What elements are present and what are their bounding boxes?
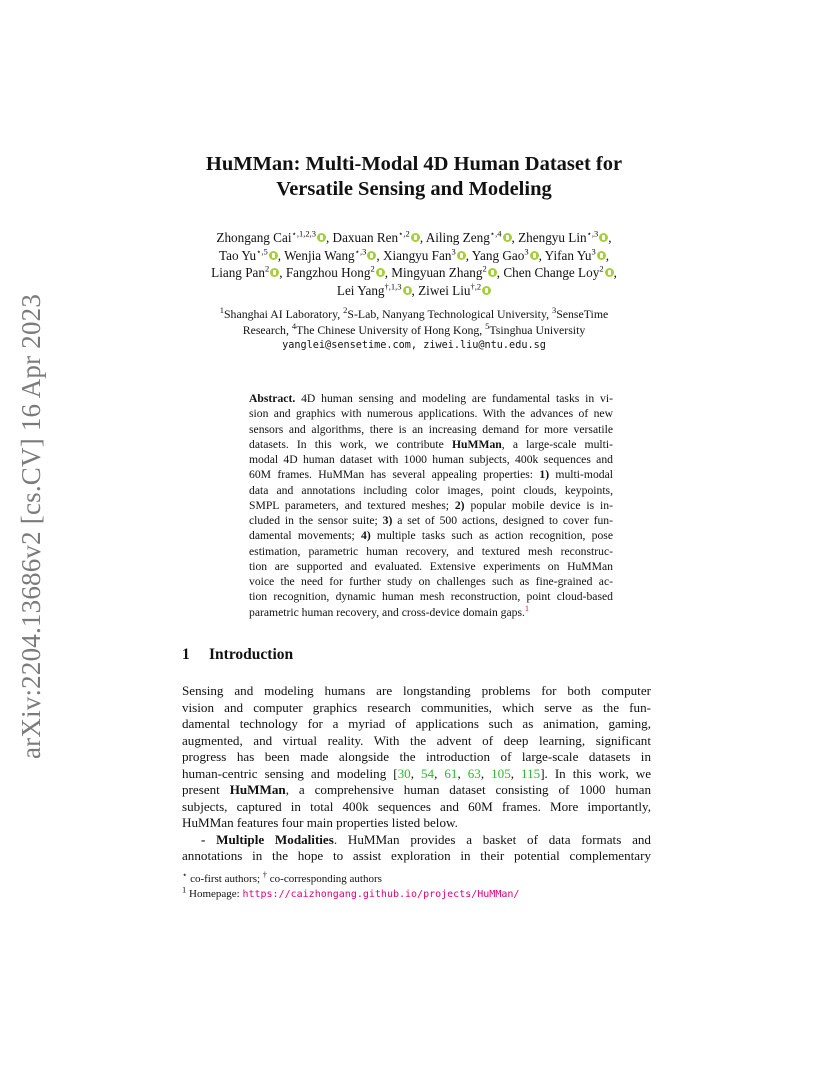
orcid-icon[interactable] <box>270 268 279 277</box>
orcid-icon[interactable] <box>599 233 608 242</box>
body-line: damental technology for a myriad of applications such as animation, gaming, <box>182 716 651 731</box>
body-line: subjects, captured in total 400k sequences and 60M frames. More importantly, <box>182 798 651 814</box>
abstract-line: tion are supported and evaluated. Extensive experiments on HuMMan <box>249 559 613 573</box>
author-list <box>160 229 668 299</box>
abstract-line: sion and graphics with numerous applications. With the advances of new <box>249 407 613 421</box>
introduction-paragraph <box>182 683 651 865</box>
footnote-homepage: $^1$ Homepage: https://caizhongang.github.io/projects/HuMMan/ <box>182 884 520 900</box>
orcid-icon[interactable] <box>269 251 278 260</box>
author: Tao $Yu^{⋆,5}$ , <box>219 246 285 263</box>
author: Yang Gao$^3$ , <box>471 246 545 263</box>
author: Fangzhou Hong$^2$ , <box>285 263 392 280</box>
author: Zhongang Cai$^{⋆,1,2,3}$ , <box>216 228 333 245</box>
homepage-link[interactable]: https://caizhongang.github.io/projects/HuMMan/ <box>242 889 520 900</box>
abstract-line: data and annotations including color images, point clouds, keypoints, <box>249 483 613 497</box>
orcid-icon[interactable] <box>597 251 606 260</box>
orcid-icon[interactable] <box>317 233 326 242</box>
abstract-line: parametric human recovery, and cross-device domain gaps.$^1$ <box>249 602 530 619</box>
abstract-line: 60M frames. HuMMan has several appealing properties: 1) multi-modal <box>249 468 613 482</box>
abstract-label: Abstract. <box>249 392 296 405</box>
author: Mingyuan Zhang$^2$ , <box>391 263 504 280</box>
section-heading <box>182 646 293 664</box>
title-line-1: HuMMan: Multi-Modal 4D Human Dataset for <box>205 153 623 175</box>
citation-link[interactable]: 54 <box>420 765 435 781</box>
citation-link[interactable]: 61 <box>444 765 458 781</box>
affiliations <box>150 307 678 354</box>
section-number: 1 <box>182 646 190 663</box>
orcid-icon[interactable] <box>530 251 539 260</box>
affiliation-line-1: $^1$Shanghai AI Laboratory, $^2$S-Lab, Nanyang Technological University, $^3$SenseTime <box>219 305 609 321</box>
footnote-marker[interactable]: 1 <box>524 602 530 613</box>
author-line-3 <box>160 264 668 282</box>
author: Wenjia Wang$^{⋆,3}$ , <box>284 246 383 263</box>
author: Yifan Yu$^3$ , <box>544 246 609 263</box>
author: Chen Change Loy$^2$ , <box>503 263 617 280</box>
author-line-4 <box>160 282 668 300</box>
orcid-icon[interactable] <box>457 251 466 260</box>
citation-link[interactable]: 30 <box>397 765 411 781</box>
abstract-line: sensors and algorithms, there is an increasing demand for more versatile <box>249 422 613 436</box>
orcid-icon[interactable] <box>482 286 491 295</box>
abstract-line: cluded in the sensor suite; 3) a set of 500 actions, designed to cover fun- <box>249 514 613 527</box>
abstract-line: tion recognition, dynamic human mesh reconstruction, point cloud-based <box>249 590 613 604</box>
orcid-icon[interactable] <box>367 251 376 260</box>
citation-link[interactable]: 105 <box>491 765 511 781</box>
abstract-line: voice the need for further study on challenges such as fine-grained ac- <box>249 575 613 588</box>
body-line: progress has been made alongside the introduction of large-scale datasets in <box>182 749 651 764</box>
footnotes <box>182 869 520 902</box>
author: Lei Yang$^{\dagger,1,3}$ , <box>336 281 419 298</box>
author-line-2 <box>160 247 668 265</box>
author-line-1 <box>160 229 668 247</box>
title-line-2: Versatile Sensing and Modeling <box>276 177 552 200</box>
body-line: HuMMan features four main properties listed below. <box>182 815 458 830</box>
abstract <box>249 391 613 620</box>
footnote-authors: ⋆ co-first authors; † co-corresponding authors <box>182 869 382 885</box>
citation-link[interactable]: 115 <box>521 765 541 781</box>
arxiv-identifier-stamp: arXiv:2204.13686v2 [cs.CV] 16 Apr 2023 <box>16 293 46 759</box>
orcid-icon[interactable] <box>488 268 497 277</box>
body-line: annotations in the hope to assist exploration in their potential complementary <box>182 848 651 863</box>
citation-link[interactable]: 63 <box>467 765 481 781</box>
author: Ziwei Liu$^{\dagger,2}$ <box>418 283 491 298</box>
section-title: Introduction <box>209 646 294 663</box>
author-emails[interactable]: yanglei@sensetime.com, ziwei.liu@ntu.edu.sg <box>282 340 546 351</box>
abstract-line: estimation, parametric human recovery, and textured mesh reconstruc- <box>249 544 613 558</box>
body-line-citations: human-centric sensing and modeling [30, 54, 61, 63, 105, 115]. In this work, we <box>182 765 652 781</box>
orcid-icon[interactable] <box>411 233 420 242</box>
abstract-line: damental movements; 4) multiple tasks such as action recognition, pose <box>249 529 613 543</box>
abstract-line: modal 4D human dataset with 1000 human subjects, 400k sequences and <box>249 453 613 466</box>
author: Zhengyu Lin$^{⋆,3}$ , <box>518 228 612 245</box>
affiliation-line-2: Research, $^4$The Chinese University of Hong Kong, $^5$Tsinghua University <box>242 320 586 337</box>
body-line: - Multiple Modalities. HuMMan provides a basket of data formats and <box>201 831 651 847</box>
author: Ailing Zeng$^{⋆,4}$ , <box>425 228 519 245</box>
body-line: present HuMMan, a comprehensive human dataset consisting of 1000 human <box>182 782 651 797</box>
body-line: vision and computer graphics research communities, which serve as the fun- <box>182 699 651 715</box>
body-line: Sensing and modeling humans are longstanding problems for both computer <box>182 683 651 698</box>
author: Daxuan Ren$^{⋆,2}$ , <box>332 228 426 245</box>
abstract-line: datasets. In this work, we contribute HuMMan, a large-scale multi- <box>249 437 613 451</box>
author: Xiangyu Fan$^3$ , <box>382 246 472 263</box>
orcid-icon[interactable] <box>403 286 412 295</box>
orcid-icon[interactable] <box>503 233 512 242</box>
orcid-icon[interactable] <box>376 268 385 277</box>
orcid-icon[interactable] <box>605 268 614 277</box>
paper-title <box>100 152 728 201</box>
abstract-line: Abstract. 4D human sensing and modeling are fundamental tasks in vi- <box>249 392 613 405</box>
abstract-line: SMPL parameters, and textured meshes; 2) popular mobile device is in- <box>249 498 613 512</box>
body-line: augmented, and virtual reality. With the advent of deep learning, significant <box>182 732 651 748</box>
author: Liang Pan$^2$ , <box>211 263 286 280</box>
